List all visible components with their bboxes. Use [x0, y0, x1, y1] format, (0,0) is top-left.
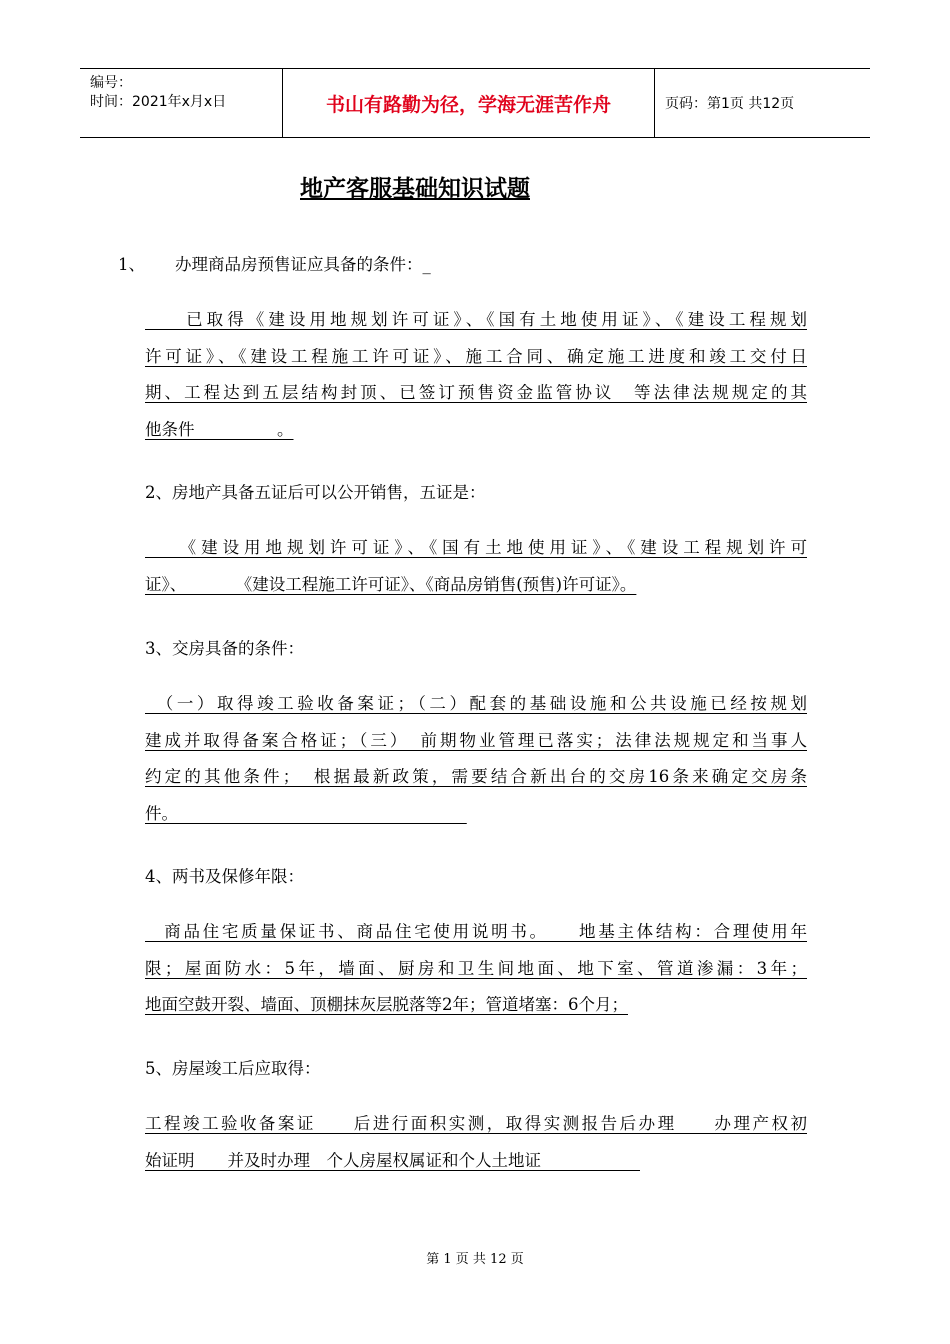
answer-line: （一）取得竣工验收备案证；（二）配套的基础设施和公共设施已经按规划: [145, 694, 807, 713]
answer-1: [145, 302, 807, 448]
question-1: [118, 251, 431, 275]
page-indicator: 页码：第1页 共12页: [665, 96, 795, 112]
answer-5: [145, 1106, 807, 1179]
answer-2: [145, 530, 807, 603]
answer-line: 已取得《建设用地规划许可证》、《国有土地使用证》、《建设工程规划: [145, 310, 807, 329]
answer-line: 商品住宅质量保证书、商品住宅使用说明书。 地基主体结构：合理使用年: [145, 922, 807, 941]
answer-line: 许可证》、《建设工程施工许可证》、施工合同、确定施工进度和竣工交付日: [145, 346, 807, 366]
question-4: 4、两书及保修年限：: [145, 867, 304, 886]
question-3: 3、交房具备的条件：: [145, 639, 304, 658]
answer-3: [145, 686, 807, 832]
answer-line: 工程竣工验收备案证 后进行面积实测，取得实测报告后办理 办理产权初: [145, 1114, 807, 1133]
number-label: 编号：: [90, 75, 132, 91]
document-title: 地产客服基础知识试题: [300, 176, 530, 202]
page-footer: 第 1 页 共 12 页: [426, 1252, 524, 1267]
answer-line: 限；屋面防水：5年，墙面、厨房和卫生间地面、地下室、管道渗漏：3年；: [145, 958, 807, 978]
question-2: 2、房地产具备五证后可以公开销售，五证是：: [145, 483, 486, 502]
question-5: 5、房屋竣工后应取得：: [145, 1059, 321, 1078]
question-number: 1、: [118, 255, 145, 274]
page-header: [80, 68, 870, 138]
header-motto: 书山有路勤为径，学海无涯苦作舟: [282, 69, 655, 137]
time-label: 时间：2021年x月x日: [90, 94, 227, 110]
question-text: 办理商品房预售证应具备的条件：_: [175, 255, 431, 274]
answer-line: 始证明 并及时办理 个人房屋权属证和个人土地证: [145, 1150, 640, 1170]
answer-line: 件。: [145, 803, 467, 823]
answer-line: 《建设用地规划许可证》、《国有土地使用证》、《建设工程规划许可: [145, 538, 807, 557]
answer-line: 地面空鼓开裂、墙面、顶棚抹灰层脱落等2年；管道堵塞：6个月；: [145, 995, 628, 1014]
answer-line: 建成并取得备案合格证；（三） 前期物业管理已落实；法律法规规定和当事人: [145, 730, 807, 750]
answer-line: 证》、 《建设工程施工许可证》、《商品房销售(预售)许可证》。: [145, 574, 637, 594]
header-meta: [80, 69, 282, 137]
answer-line: 约定的其他条件； 根据最新政策，需要结合新出台的交房16条来确定交房条: [145, 767, 807, 786]
answer-line: 期、工程达到五层结构封顶、已签订预售资金监管协议 等法律法规规定的其: [145, 383, 807, 402]
answer-line: 他条件 。: [145, 419, 294, 439]
answer-4: [145, 914, 807, 1024]
